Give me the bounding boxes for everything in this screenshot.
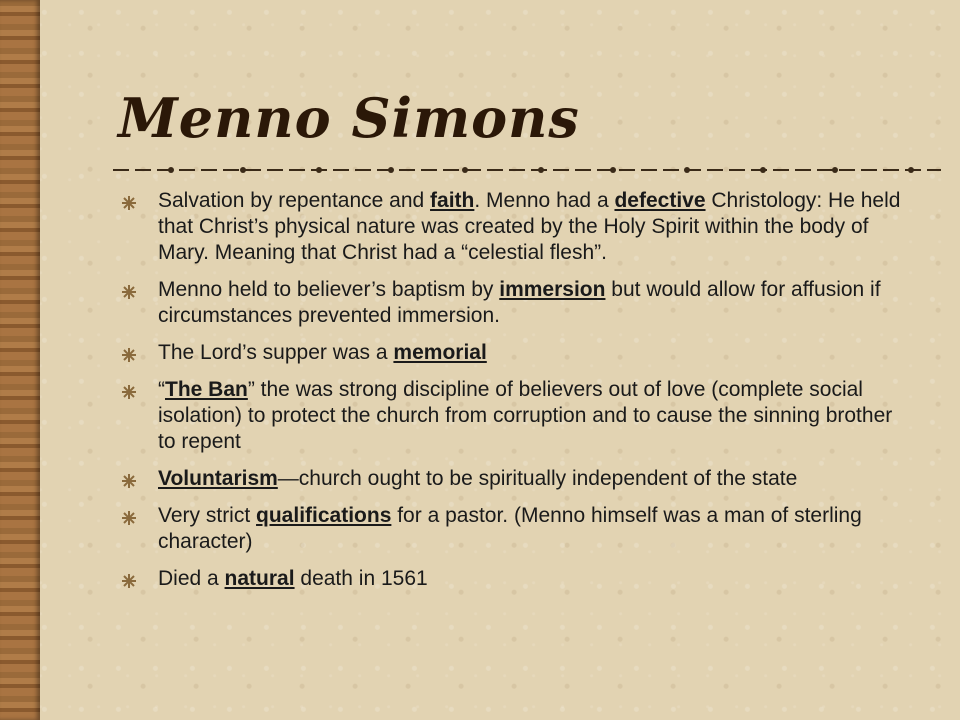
bullet-text-segment: but would allow for affusion if circumstances prevented immersion.	[158, 278, 881, 327]
bullet-item	[118, 188, 908, 266]
asterisk-star-icon	[122, 474, 136, 488]
asterisk-star-icon	[122, 348, 136, 362]
key-term: faith	[430, 189, 475, 212]
bullet-text	[158, 378, 892, 453]
bullet-text-segment: for a pastor. (Menno himself was a man of sterling character)	[158, 504, 862, 553]
key-term: immersion	[499, 278, 606, 301]
asterisk-star-icon	[122, 385, 136, 399]
bullet-text-segment: Christology: He held that Christ’s physical nature was created by the Holy Spirit within the body of Mary. Meaning that Christ had a “celestial flesh”.	[158, 189, 901, 264]
key-term: The Ban	[165, 378, 248, 401]
asterisk-star-icon	[122, 574, 136, 588]
key-term: memorial	[393, 341, 487, 364]
bullet-text-segment: death in 1561	[294, 567, 428, 590]
asterisk-star-icon	[122, 511, 136, 525]
bullet-item	[118, 340, 908, 366]
bullet-item	[118, 503, 908, 555]
bullet-text-segment: Very strict	[158, 504, 257, 527]
bullet-text-segment: Salvation by repentance and	[158, 189, 431, 212]
asterisk-star-icon	[122, 196, 136, 210]
bullet-text-segment: —church ought to be spiritually independent of the state	[277, 467, 798, 490]
bullet-item	[118, 377, 908, 455]
title-divider	[113, 160, 941, 180]
slide-title: Menno Simons	[118, 86, 580, 150]
bullet-text	[158, 504, 862, 553]
bullet-text-segment: The Lord’s supper was a	[158, 341, 394, 364]
key-term: Voluntarism	[158, 467, 278, 490]
bullet-text-segment: “	[158, 378, 165, 401]
bullet-text-segment: Menno held to believer’s baptism by	[158, 278, 500, 301]
bullet-text	[158, 567, 428, 590]
key-term: defective	[614, 189, 706, 212]
asterisk-star-icon	[122, 285, 136, 299]
bullet-item	[118, 466, 908, 492]
bullet-text	[158, 341, 487, 364]
bullet-text-segment: ” the was strong discipline of believers out of love (complete social isolation) to protect the church from corruption and to cause the sinning brother to repent	[158, 378, 893, 453]
bullet-list	[118, 188, 908, 603]
bullet-item	[118, 277, 908, 329]
bullet-text	[158, 278, 881, 327]
key-term: natural	[224, 567, 295, 590]
bullet-text-segment: . Menno had a	[474, 189, 615, 212]
bullet-text	[158, 467, 797, 490]
bullet-item	[118, 566, 908, 592]
key-term: qualifications	[256, 504, 392, 527]
left-decorative-band	[0, 0, 40, 720]
bullet-text	[158, 189, 900, 264]
bullet-text-segment: Died a	[158, 567, 225, 590]
